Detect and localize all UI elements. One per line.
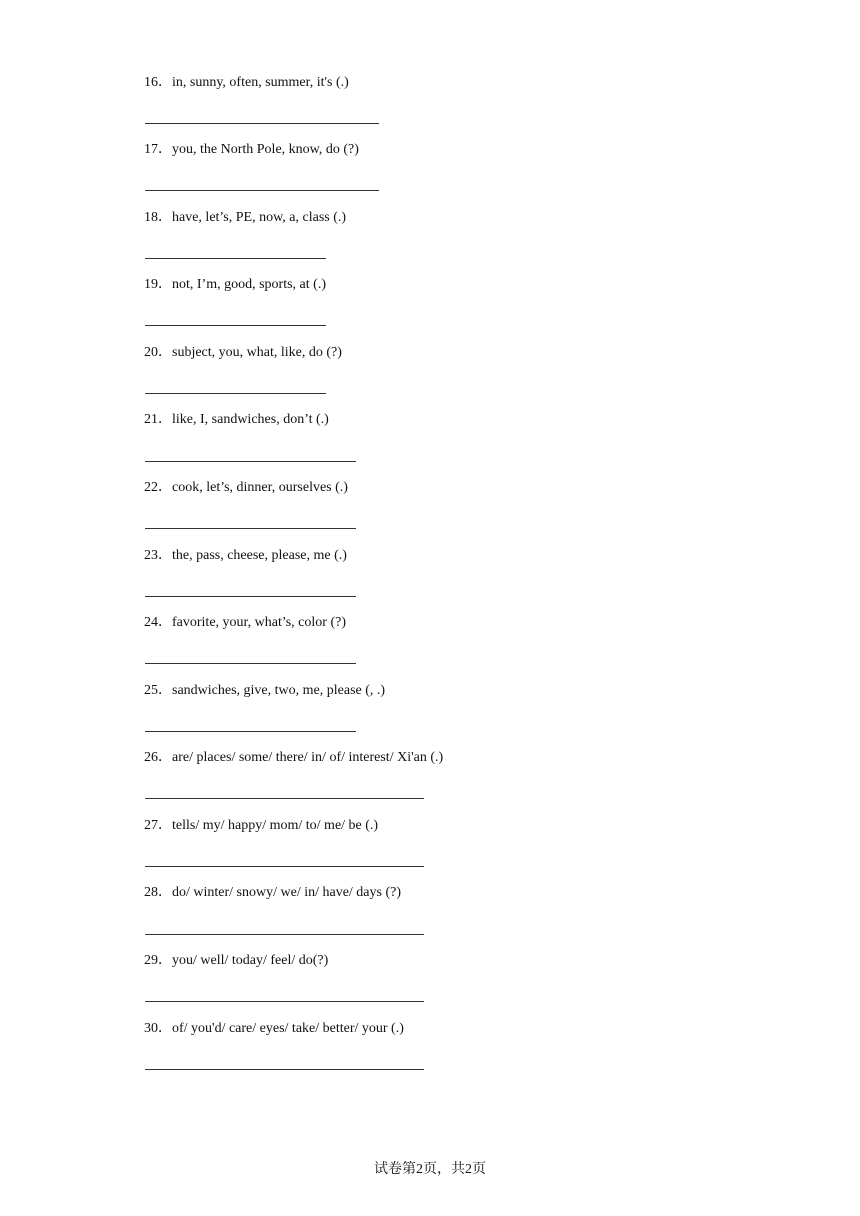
question-26 [144,750,443,766]
question-text: are/ places/ some/ there/ in/ of/ interest/ Xi'an (.) [172,750,444,765]
answer-line-19[interactable] [145,325,326,326]
question-number: 30． [144,1021,172,1036]
question-text: sandwiches, give, two, me, please (, .) [172,683,386,698]
answer-line-24[interactable] [145,663,356,664]
page-footer: 试卷第2页，共2页 [374,1162,486,1177]
question-text: favorite, your, what’s, color (?) [172,615,346,630]
question-number: 21． [144,412,172,427]
answer-line-22[interactable] [145,528,356,529]
question-number: 18． [144,210,172,225]
question-text: you/ well/ today/ feel/ do(?) [172,953,329,968]
question-27 [144,818,378,834]
question-number: 19． [144,277,172,292]
question-number: 23． [144,548,172,563]
question-text: of/ you'd/ care/ eyes/ take/ better/ your (.) [172,1021,404,1036]
question-21 [144,412,329,428]
answer-line-26[interactable] [145,798,424,799]
question-16 [144,75,349,91]
question-number: 29． [144,953,172,968]
question-number: 26． [144,750,172,765]
question-number: 16． [144,75,172,90]
answer-line-25[interactable] [145,731,356,732]
question-30 [144,1021,404,1037]
answer-line-29[interactable] [145,1001,424,1002]
question-text: have, let’s, PE, now, a, class (.) [172,210,347,225]
question-17 [144,142,359,158]
question-text: subject, you, what, like, do (?) [172,345,342,360]
question-text: like, I, sandwiches, don’t (.) [172,412,329,427]
question-19 [144,277,326,293]
answer-line-30[interactable] [145,1069,424,1070]
answer-line-27[interactable] [145,866,424,867]
answer-line-17[interactable] [145,190,379,191]
question-number: 17． [144,142,172,157]
question-number: 22． [144,480,172,495]
question-number: 27． [144,818,172,833]
question-text: you, the North Pole, know, do (?) [172,142,359,157]
answer-line-21[interactable] [145,461,356,462]
answer-line-20[interactable] [145,393,326,394]
question-number: 24． [144,615,172,630]
question-23 [144,548,347,564]
answer-line-23[interactable] [145,596,356,597]
question-text: not, I’m, good, sports, at (.) [172,277,326,292]
question-number: 20． [144,345,172,360]
question-text: the, pass, cheese, please, me (.) [172,548,347,563]
question-text: tells/ my/ happy/ mom/ to/ me/ be (.) [172,818,379,833]
question-25 [144,683,385,699]
question-20 [144,345,342,361]
answer-line-18[interactable] [145,258,326,259]
question-28 [144,885,401,901]
question-text: cook, let’s, dinner, ourselves (.) [172,480,348,495]
question-number: 25． [144,683,172,698]
question-text: do/ winter/ snowy/ we/ in/ have/ days (?) [172,885,402,900]
question-number: 28． [144,885,172,900]
question-18 [144,210,346,226]
question-24 [144,615,346,631]
answer-line-28[interactable] [145,934,424,935]
answer-line-16[interactable] [145,123,379,124]
question-22 [144,480,348,496]
question-29 [144,953,328,969]
question-text: in, sunny, often, summer, it's (.) [172,75,349,90]
